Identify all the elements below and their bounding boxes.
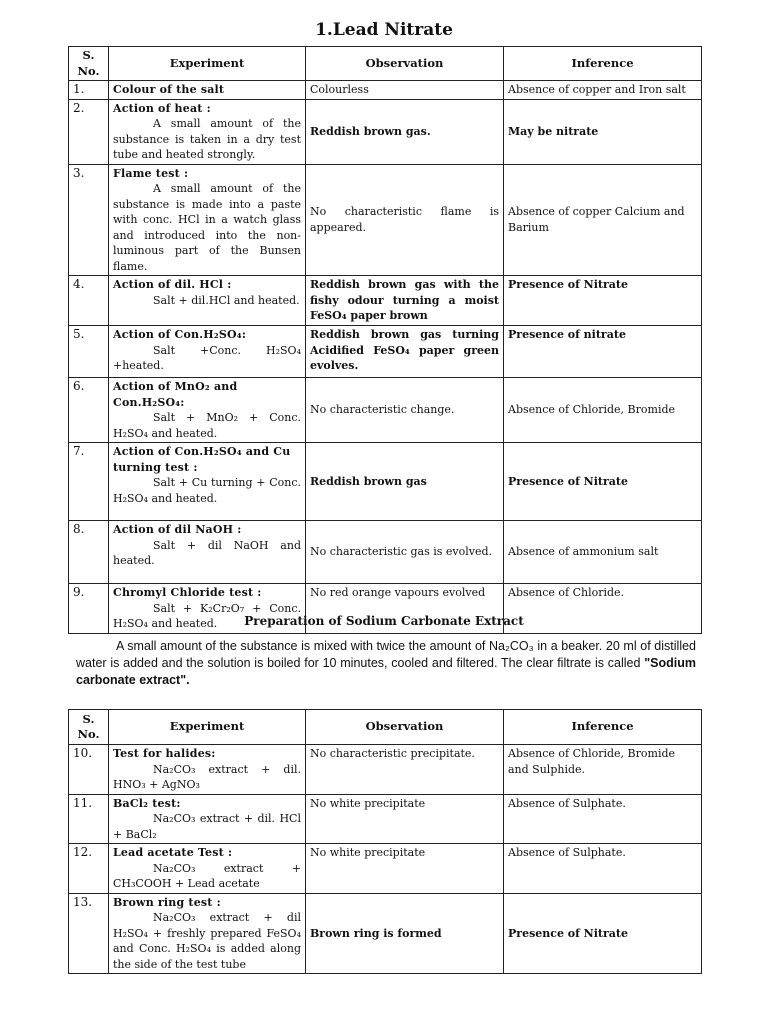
section-heading: Preparation of Sodium Carbonate Extract [244,614,524,628]
experiment-heading: Action of dil. HCl : [113,278,232,291]
experiment-cell [109,326,306,378]
row-number: 8. [69,521,109,584]
paragraph-bold-term: "Sodium carbonate extract". [76,656,696,687]
row-number: 6. [69,378,109,443]
inference-cell: Absence of copper Calcium and Barium [504,164,702,276]
observation-cell: No characteristic change. [306,378,504,443]
experiment-procedure: Na₂CO₃ extract + dil H₂SO₄ + freshly prepared FeSO₄ and Conc. H₂SO₄ is added along the side of the test tube [113,911,301,971]
inference-cell: Absence of ammonium salt [504,521,702,584]
row-number: 11. [69,794,109,844]
experiment-heading: Chromyl Chloride test : [113,586,262,599]
experiment-cell [109,378,306,443]
observation-cell: Reddish brown gas [306,443,504,521]
inference-cell: Absence of copper and Iron salt [504,81,702,100]
experiment-table-2 [68,709,702,974]
experiment-heading: BaCl₂ test: [113,796,181,810]
inference-cell: Absence of Chloride, Bromide and Sulphide. [504,745,702,795]
row-number: 5. [69,326,109,378]
row-number: 7. [69,443,109,521]
observation-cell: No red orange vapours evolved [306,584,504,634]
table-row [69,443,702,521]
header-experiment: Experiment [109,710,306,745]
inference-cell: Presence of Nitrate [504,443,702,521]
experiment-procedure: Na₂CO₃ extract + dil. HCl + BaCl₂ [113,812,301,841]
experiment-procedure: Salt +Conc. H₂SO₄ +heated. [113,343,301,372]
observation-cell: No white precipitate [306,794,504,844]
experiment-procedure: A small amount of the substance is taken in a dry test tube and heated strongly. [113,117,301,161]
row-number: 3. [69,164,109,276]
experiment-heading: Lead acetate Test : [113,846,233,859]
row-number: 4. [69,276,109,326]
experiment-cell [109,81,306,100]
table-row [69,81,702,100]
procedure-paragraph [76,638,696,689]
observation-cell: No characteristic gas is evolved. [306,521,504,584]
observation-cell: Brown ring is formed [306,893,504,974]
inference-cell: Absence of Sulphate. [504,794,702,844]
inference-cell: Absence of Chloride, Bromide [504,378,702,443]
experiment-cell [109,164,306,276]
experiment-procedure: Salt + MnO₂ + Conc. H₂SO₄ and heated. [113,411,301,440]
experiment-procedure: Salt + K₂Cr₂O₇ + Conc. H₂SO₄ and heated. [113,601,301,630]
inference-cell: Absence of Chloride. [504,584,702,634]
experiment-procedure: Salt + dil.HCl and heated. [153,293,300,307]
row-number: 1. [69,81,109,100]
observation-cell: No characteristic flame is appeared. [306,164,504,276]
experiment-cell [109,443,306,521]
paragraph-text: A small amount of the substance is mixed with twice the amount of Na₂CO₃ in a beaker. 20 ml of distilled water is added and the solution is boiled for 10 minutes, cooled and filtered. The clear filtrate is called [76,639,696,670]
table-row [69,893,702,974]
experiment-heading: Action of Con.H₂SO₄ and Cu turning test : [113,445,291,474]
experiment-table-1 [68,46,702,634]
table-row [69,99,702,164]
inference-cell: Presence of nitrate [504,326,702,378]
inference-cell: May be nitrate [504,99,702,164]
experiment-heading: Test for halides: [113,747,216,760]
inference-cell: Absence of Sulphate. [504,844,702,894]
page-title: 1.Lead Nitrate [315,20,453,40]
experiment-procedure: Salt + dil NaOH and heated. [113,538,301,567]
header-sno: S. No. [69,47,109,81]
row-number: 13. [69,893,109,974]
table-row [69,326,702,378]
experiment-cell [109,794,306,844]
experiment-heading: Action of Con.H₂SO₄: [113,328,247,341]
experiment-procedure: Na₂CO₃ extract + CH₃COOH + Lead acetate [113,861,301,890]
row-number: 10. [69,745,109,795]
experiment-heading: Action of MnO₂ and Con.H₂SO₄: [113,380,238,409]
experiment-procedure: Salt + Cu turning + Conc. H₂SO₄ and heated. [113,476,301,505]
table-row [69,521,702,584]
experiment-heading: Action of dil NaOH : [113,523,242,536]
inference-cell: Presence of Nitrate [504,893,702,974]
experiment-cell [109,745,306,795]
table-row [69,745,702,795]
header-inference: Inference [504,47,702,81]
inference-cell: Presence of Nitrate [504,276,702,326]
experiment-procedure: A small amount of the substance is made into a paste with conc. HCl in a watch glass and introduced into the non-luminous part of the Bunsen flame. [113,182,301,273]
experiment-heading: Flame test : [113,166,189,180]
row-number: 2. [69,99,109,164]
table-row [69,164,702,276]
observation-cell: Reddish brown gas turning Acidified FeSO₄ paper green evolves. [306,326,504,378]
header-inference: Inference [504,710,702,745]
observation-cell: Colourless [306,81,504,100]
table-row [69,378,702,443]
observation-cell: Reddish brown gas. [306,99,504,164]
row-number: 12. [69,844,109,894]
header-experiment: Experiment [109,47,306,81]
experiment-cell [109,276,306,326]
table-row [69,844,702,894]
experiment-cell [109,893,306,974]
experiment-cell [109,99,306,164]
experiment-heading: Colour of the salt [113,83,225,96]
row-number: 9. [69,584,109,634]
header-sno: S. No. [69,710,109,745]
header-observation: Observation [306,710,504,745]
observation-cell: Reddish brown gas with the fishy odour turning a moist FeSO₄ paper brown [306,276,504,326]
experiment-cell [109,844,306,894]
table-row [69,794,702,844]
experiment-cell [109,521,306,584]
header-observation: Observation [306,47,504,81]
table-row [69,276,702,326]
observation-cell: No white precipitate [306,844,504,894]
experiment-heading: Brown ring test : [113,895,221,909]
observation-cell: No characteristic precipitate. [306,745,504,795]
experiment-heading: Action of heat : [113,101,211,115]
experiment-procedure: Na₂CO₃ extract + dil. HNO₃ + AgNO₃ [113,762,301,791]
